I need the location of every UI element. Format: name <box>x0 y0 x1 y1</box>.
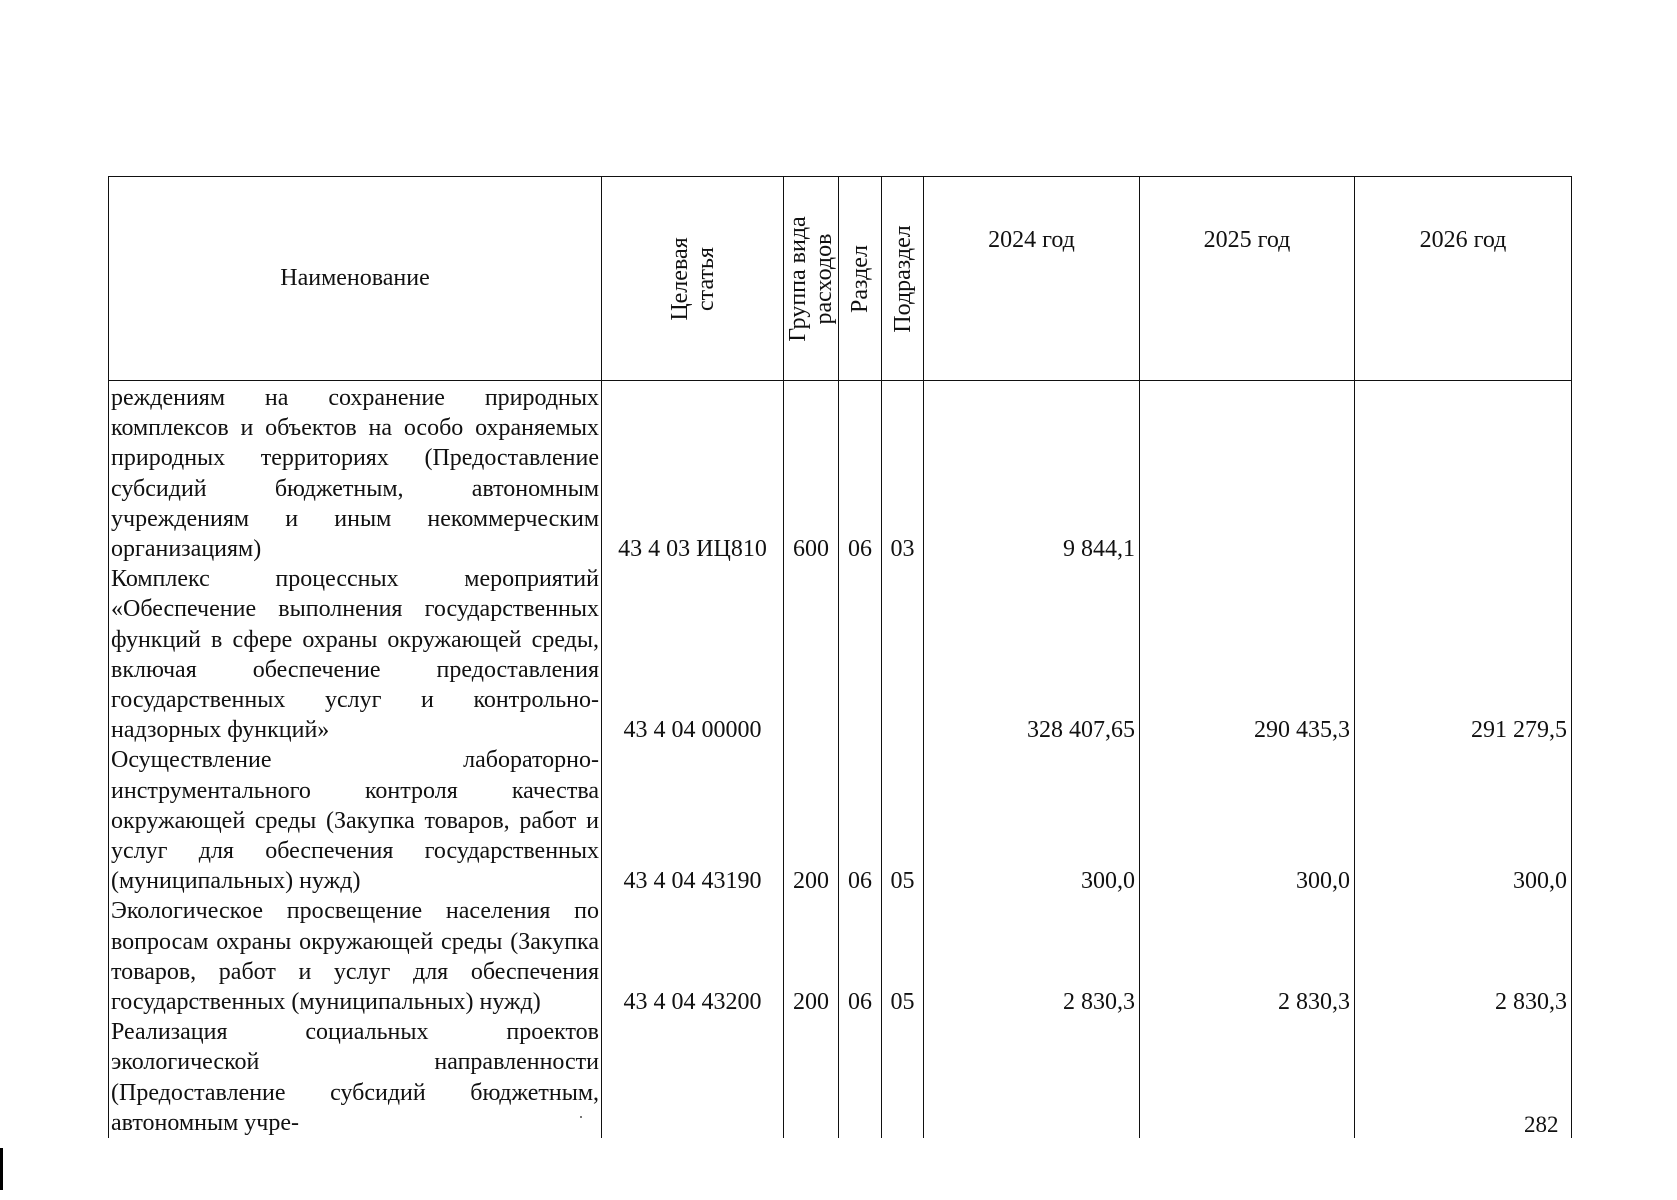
row-year-2024 <box>924 1017 1140 1138</box>
header-year-2025-label: 2025 год <box>1203 227 1291 253</box>
row-section: 06 <box>839 745 882 896</box>
header-section-label: Раздел <box>847 244 873 313</box>
row-target-article: 43 4 04 43190 <box>602 745 784 896</box>
table-row <box>109 896 1572 1017</box>
header-year-2024-label: 2024 год <box>988 227 1075 253</box>
row-subsection: 03 <box>882 381 924 565</box>
row-name-text: реждениям на сохранение природных комплексов и объектов на особо охраняемых природных территориях (Предоставление субсидий бюджетным, автономным учреждениям и иным некоммерческим организациям) <box>111 385 599 563</box>
row-year-2025: 2 830,3 <box>1140 896 1355 1017</box>
table-row <box>109 745 1572 896</box>
header-section <box>839 177 882 381</box>
row-year-2026: 291 279,5 <box>1355 564 1572 745</box>
row-expense-group <box>784 1017 839 1138</box>
row-expense-group: 600 <box>784 381 839 565</box>
row-expense-group: 200 <box>784 745 839 896</box>
row-year-2026 <box>1355 381 1572 565</box>
header-name-label: Наименование <box>280 265 430 292</box>
row-subsection <box>882 564 924 745</box>
row-name <box>109 381 602 565</box>
header-year-2024 <box>924 177 1140 381</box>
row-section <box>839 564 882 745</box>
row-name <box>109 745 602 896</box>
row-name-text: Комплекс процессных мероприятий «Обеспечение выполнения государственных функций в сфере охраны окружающей среды, включая обеспечение предоставления государственных услуг и контрольно-надзорных функций» <box>111 566 599 744</box>
row-year-2025 <box>1140 381 1355 565</box>
table-header-row <box>109 177 1572 381</box>
row-target-article: 43 4 04 43200 <box>602 896 784 1017</box>
row-name-text: Реализация социальных проектов экологической направленности (Предоставление субсидий бюджетным, автономным учре- <box>111 1019 599 1136</box>
header-expense-group <box>784 177 839 381</box>
row-target-article <box>602 1017 784 1138</box>
row-subsection <box>882 1017 924 1138</box>
row-year-2024: 300,0 <box>924 745 1140 896</box>
row-subsection: 05 <box>882 896 924 1017</box>
row-year-2025: 300,0 <box>1140 745 1355 896</box>
row-name-text: Осуществление лабораторно-инструментального контроля качества окружающей среды (Закупка товаров, работ и услуг для обеспечения государственных (муниципальных) нужд) <box>111 747 599 895</box>
row-year-2024: 328 407,65 <box>924 564 1140 745</box>
header-subsection-label: Подраздел <box>889 224 916 333</box>
header-expense-group-label: Группа вида расходов <box>785 215 837 342</box>
header-target-article-label: Целевая статья <box>666 236 719 321</box>
header-target-article <box>602 177 784 381</box>
row-target-article: 43 4 04 00000 <box>602 564 784 745</box>
row-year-2026: 300,0 <box>1355 745 1572 896</box>
table-row <box>109 381 1572 565</box>
header-year-2026 <box>1355 177 1572 381</box>
row-section <box>839 1017 882 1138</box>
row-year-2026: 2 830,3 <box>1355 896 1572 1017</box>
row-name <box>109 896 602 1017</box>
header-year-2025 <box>1140 177 1355 381</box>
row-target-article: 43 4 03 ИЦ810 <box>602 381 784 565</box>
table-row <box>109 564 1572 745</box>
row-expense-group <box>784 564 839 745</box>
header-year-2026-label: 2026 год <box>1419 227 1507 253</box>
row-section: 06 <box>839 381 882 565</box>
row-section: 06 <box>839 896 882 1017</box>
scan-edge-mark <box>0 1148 3 1190</box>
row-expense-group: 200 <box>784 896 839 1017</box>
header-subsection <box>882 177 924 381</box>
table-row <box>109 1017 1572 1138</box>
row-name <box>109 564 602 745</box>
row-year-2024: 2 830,3 <box>924 896 1140 1017</box>
row-year-2025 <box>1140 1017 1355 1138</box>
row-name <box>109 1017 602 1138</box>
header-name <box>109 177 602 381</box>
budget-table <box>108 176 1572 1138</box>
row-year-2025: 290 435,3 <box>1140 564 1355 745</box>
row-year-2024: 9 844,1 <box>924 381 1140 565</box>
row-name-text: Экологическое просвещение населения по вопросам охраны окружающей среды (Закупка товаров, работ и услуг для обеспечения государственных (муниципальных) нужд) <box>111 898 599 1016</box>
page-number: 282 <box>1524 1112 1559 1137</box>
row-subsection: 05 <box>882 745 924 896</box>
